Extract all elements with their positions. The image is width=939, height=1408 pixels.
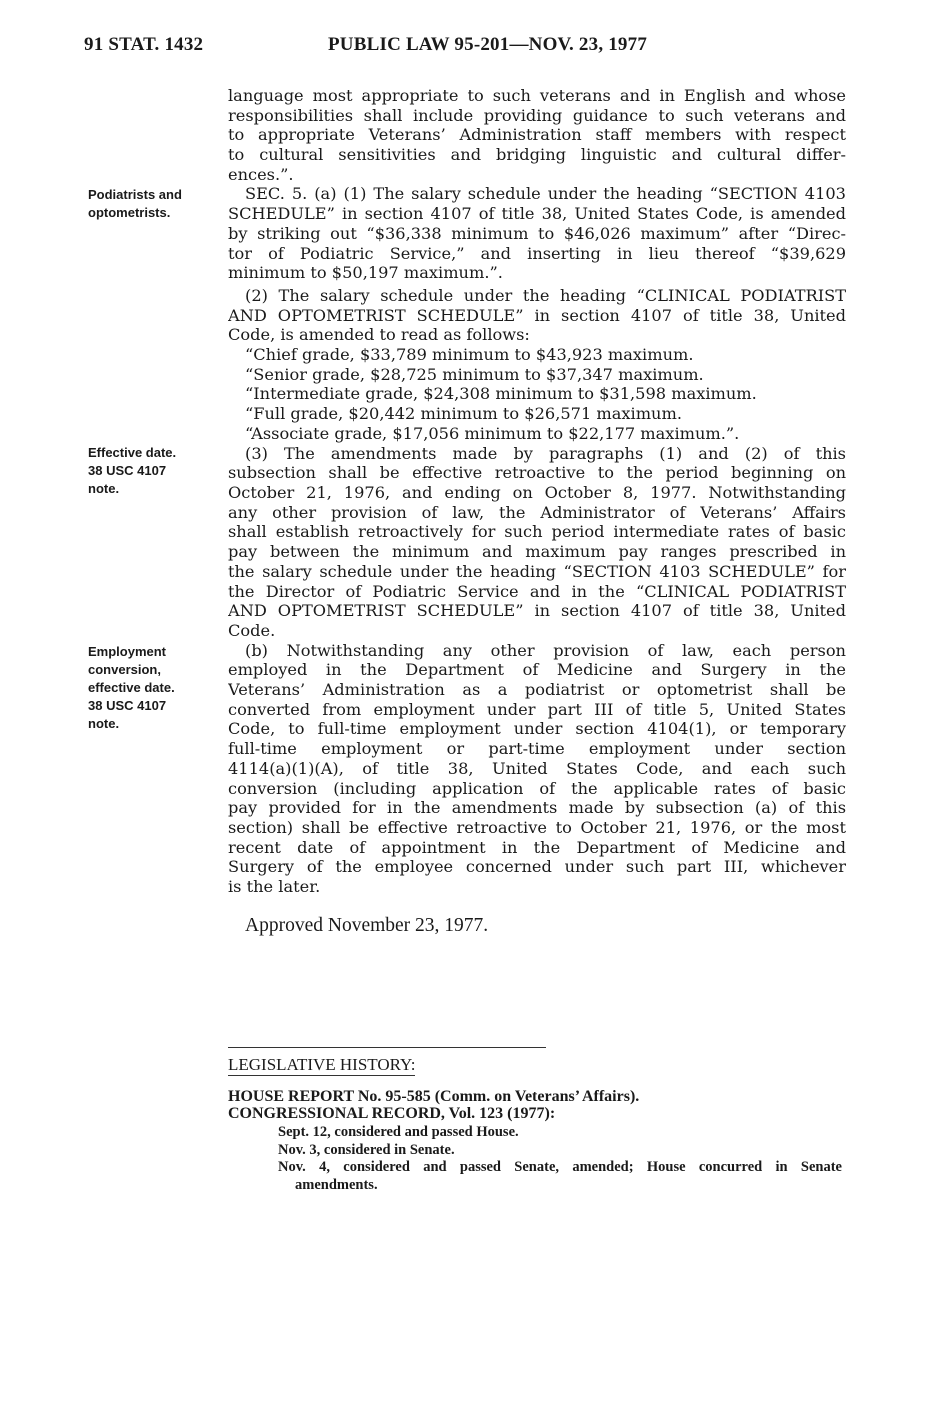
margin-note-line: note.: [88, 716, 120, 731]
legislative-history-line: Nov. 3, considered in Senate.: [278, 1142, 455, 1158]
divider-rule: [228, 1047, 546, 1048]
body-line: (3) The amendments made by paragraphs (1) and (2) of this: [245, 444, 846, 463]
body-line: to appropriate Veterans’ Administration staff members with respect: [228, 125, 846, 144]
margin-note-line: Effective date.: [88, 445, 177, 460]
body-line: to cultural sensitivities and bridging linguistic and cultural differ-: [228, 145, 846, 164]
body-line: recent date of appointment in the Department of Medicine and: [228, 838, 846, 857]
legislative-history-line: Nov. 4, considered and passed Senate, amended; House concurred in Senate: [278, 1159, 842, 1175]
body-line: pay between the minimum and maximum pay ranges prescribed in: [228, 542, 846, 561]
body-line: language most appropriate to such veterans and in English and whose: [228, 86, 846, 105]
approval-date: Approved November 23, 1977.: [245, 915, 489, 936]
body-line: October 21, 1976, and ending on October 8, 1977. Notwithstanding: [228, 483, 846, 502]
body-line: Code.: [228, 621, 276, 640]
body-line: subsection shall be effective retroactive to the period beginning on: [228, 463, 846, 482]
running-header-title: PUBLIC LAW 95-201—NOV. 23, 1977: [328, 34, 648, 55]
body-line: pay provided for in the amendments made by subsection (a) of this: [228, 798, 846, 817]
body-line: the Director of Podiatric Service and in the “CLINICAL PODIATRIST: [228, 582, 846, 601]
body-line: Veterans’ Administration as a podiatrist or optometrist shall be: [228, 680, 846, 699]
body-line: “Full grade, $20,442 minimum to $26,571 maximum.: [245, 404, 682, 423]
legislative-history-line: CONGRESSIONAL RECORD, Vol. 123 (1977):: [228, 1105, 556, 1122]
margin-note-line: 38 USC 4107: [88, 698, 167, 713]
body-line: AND OPTOMETRIST SCHEDULE” in section 4107 of title 38, United: [228, 306, 846, 325]
body-line: converted from employment under part III of title 5, United States: [228, 700, 846, 719]
legislative-history-line: amendments.: [295, 1177, 378, 1193]
body-line: any other provision of law, the Administrator of Veterans’ Affairs: [228, 503, 846, 522]
body-line: SCHEDULE” in section 4107 of title 38, United States Code, is amended: [228, 204, 846, 223]
margin-note-line: optometrists.: [88, 205, 171, 220]
margin-note: [88, 186, 182, 222]
body-line: 4114(a)(1)(A), of title 38, United States Code, and each such: [228, 759, 846, 778]
body-line: Code, to full-time employment under section 4104(1), or temporary: [228, 719, 846, 738]
margin-note-line: effective date.: [88, 680, 175, 695]
body-line: Code, is amended to read as follows:: [228, 325, 530, 344]
body-line: employed in the Department of Medicine and Surgery in the: [228, 660, 846, 679]
body-line: SEC. 5. (a) (1) The salary schedule under the heading “SECTION 4103: [245, 184, 846, 203]
margin-note-line: Employment: [88, 644, 167, 659]
body-line: ences.”.: [228, 165, 294, 184]
body-line: “Senior grade, $28,725 minimum to $37,347 maximum.: [245, 365, 704, 384]
body-line: the salary schedule under the heading “SECTION 4103 SCHEDULE” for: [228, 562, 846, 581]
body-line: conversion (including application of the applicable rates of basic: [228, 779, 846, 798]
statute-page-number: 91 STAT. 1432: [84, 34, 204, 55]
body-line: AND OPTOMETRIST SCHEDULE” in section 4107 of title 38, United: [228, 601, 846, 620]
margin-note-line: conversion,: [88, 662, 161, 677]
margin-note: [88, 444, 176, 498]
body-line: (b) Notwithstanding any other provision of law, each person: [245, 641, 846, 660]
body-line: is the later.: [228, 877, 321, 896]
margin-note: [88, 643, 175, 733]
margin-note-line: 38 USC 4107: [88, 463, 167, 478]
body-line: by striking out “$36,338 minimum to $46,026 maximum” after “Direc-: [228, 224, 846, 243]
legislative-history-title: LEGISLATIVE HISTORY:: [228, 1055, 416, 1074]
body-line: section) shall be effective retroactive to October 21, 1976, or the most: [228, 818, 846, 837]
body-line: tor of Podiatric Service,” and inserting in lieu thereof “$39,629: [228, 244, 846, 263]
body-line: full-time employment or part-time employment under section: [228, 739, 846, 758]
body-line: minimum to $50,197 maximum.”.: [228, 263, 503, 282]
body-line: Surgery of the employee concerned under such part III, whichever: [228, 857, 846, 876]
body-line: (2) The salary schedule under the heading “CLINICAL PODIATRIST: [245, 286, 846, 305]
margin-note-line: Podiatrists and: [88, 187, 182, 202]
body-line: “Associate grade, $17,056 minimum to $22,177 maximum.”.: [245, 424, 740, 443]
legislative-history-line: Sept. 12, considered and passed House.: [278, 1124, 519, 1140]
body-line: shall establish retroactively for such period intermediate rates of basic: [228, 522, 846, 541]
legislative-history-line: HOUSE REPORT No. 95-585 (Comm. on Veterans’ Affairs).: [228, 1088, 640, 1105]
body-line: “Intermediate grade, $24,308 minimum to $31,598 maximum.: [245, 384, 757, 403]
body-line: “Chief grade, $33,789 minimum to $43,923 maximum.: [245, 345, 694, 364]
body-line: responsibilities shall include providing guidance to such veterans and: [228, 106, 846, 125]
margin-note-line: note.: [88, 481, 120, 496]
